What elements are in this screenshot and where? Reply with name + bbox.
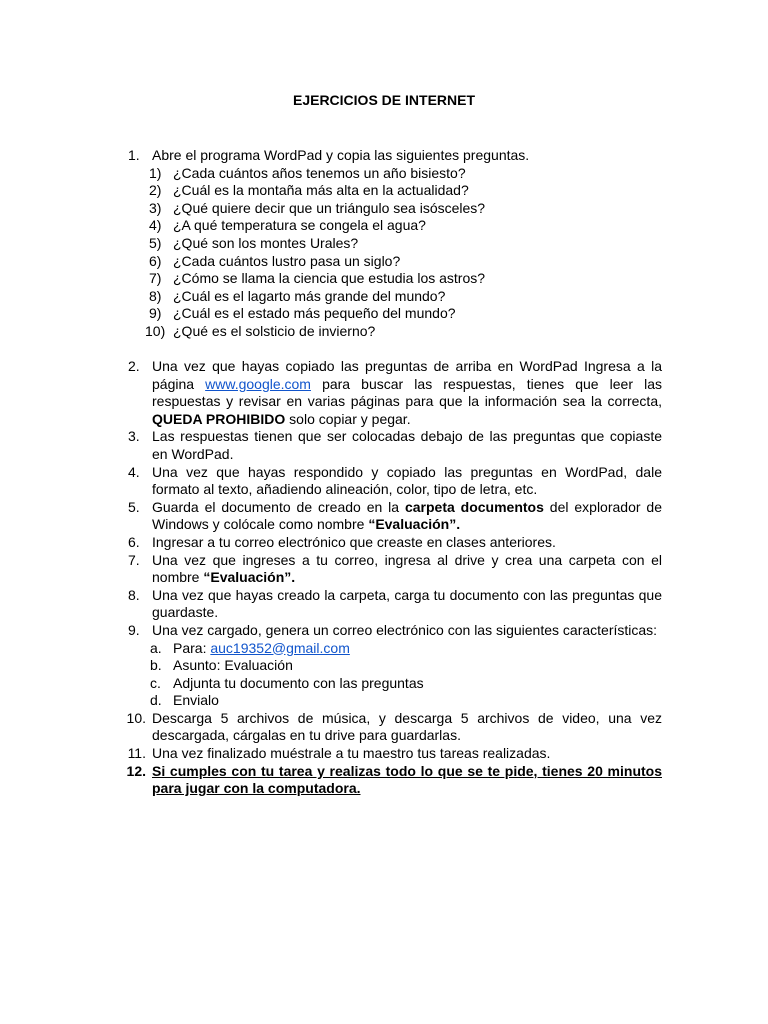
question-1: 1) ¿Cada cuántos años tenemos un año bisiesto? <box>149 164 466 181</box>
question-6: 6) ¿Cada cuántos lustro pasa un siglo? <box>149 252 401 269</box>
item-number: 1. <box>128 147 140 163</box>
email-to: a. Para: auc19352@gmail.com <box>150 639 350 656</box>
email-attach: c. Adjunta tu documento con las preguntas <box>150 674 424 691</box>
item-1 <box>128 147 662 341</box>
item-3: 3. Las respuestas tienen que ser colocadas debajo de las preguntas que copiaste en WordPad. <box>128 428 662 462</box>
item-11: 11. Una vez finalizado muéstrale a tu maestro tus tareas realizadas. <box>127 745 551 762</box>
google-link[interactable]: www.google.com <box>205 375 311 392</box>
email-link[interactable]: auc19352@gmail.com <box>210 639 350 656</box>
item-6: 6. Ingresar a tu correo electrónico que creaste en clases anteriores. <box>128 533 556 550</box>
item-9: 9. Una vez cargado, genera un correo electrónico con las siguientes características: <box>128 621 658 638</box>
item-text: Abre el programa WordPad y copia las siguientes preguntas. <box>152 147 530 163</box>
item-12: 12. Si cumples con tu tarea y realizas todo lo que se te pide, tienes 20 minutos para jugar con la computadora. <box>126 762 662 797</box>
question-9: 9) ¿Cuál es el estado más pequeño del mundo? <box>149 305 456 322</box>
question-10: 10) ¿Qué es el solsticio de invierno? <box>145 322 376 339</box>
item-7: 7. Una vez que ingreses a tu correo, ingresa al drive y crea una carpeta con el nombre “Evaluación”. <box>128 551 662 586</box>
question-5: 5) ¿Qué son los montes Urales? <box>149 234 359 251</box>
item-5: 5. Guarda el documento de creado en la carpeta documentos del explorador de Windows y colócale como nombre “Evaluación”. <box>128 498 662 533</box>
question-7: 7) ¿Cómo se llama la ciencia que estudia los astros? <box>149 270 486 287</box>
document-title: EJERCICIOS DE INTERNET <box>292 92 476 108</box>
question-8: 8) ¿Cuál es el lagarto más grande del mundo? <box>149 287 446 304</box>
item-2: 2. Una vez que hayas copiado las preguntas de arriba en WordPad Ingresa a la página www.google.com para buscar las respuestas, tienes que leer las respuestas y revisar en varias páginas para que la información sea la correcta, QUEDA PROHIBIDO solo copiar y pegar. <box>128 358 662 427</box>
question-2: 2) ¿Cuál es la montaña más alta en la actualidad? <box>149 182 469 199</box>
email-subject: b. Asunto: Evaluación <box>150 657 293 674</box>
item-8: 8. Una vez que hayas creado la carpeta, carga tu documento con las preguntas que guardaste. <box>128 586 662 621</box>
instructions-list <box>128 358 662 798</box>
question-4: 4) ¿A qué temperatura se congela el agua? <box>149 217 426 234</box>
item-10: 10. Descarga 5 archivos de música, y descarga 5 archivos de video, una vez descargada, cárgalas en tu drive para guardarlas. <box>126 709 662 744</box>
email-send: d. Envialo <box>150 692 219 709</box>
question-3: 3) ¿Qué quiere decir que un triángulo sea isósceles? <box>149 199 486 216</box>
item-4: 4. Una vez que hayas respondido y copiado las preguntas en WordPad, dale formato al texto, añadiendo alineación, color, tipo de letra, etc. <box>128 463 662 498</box>
